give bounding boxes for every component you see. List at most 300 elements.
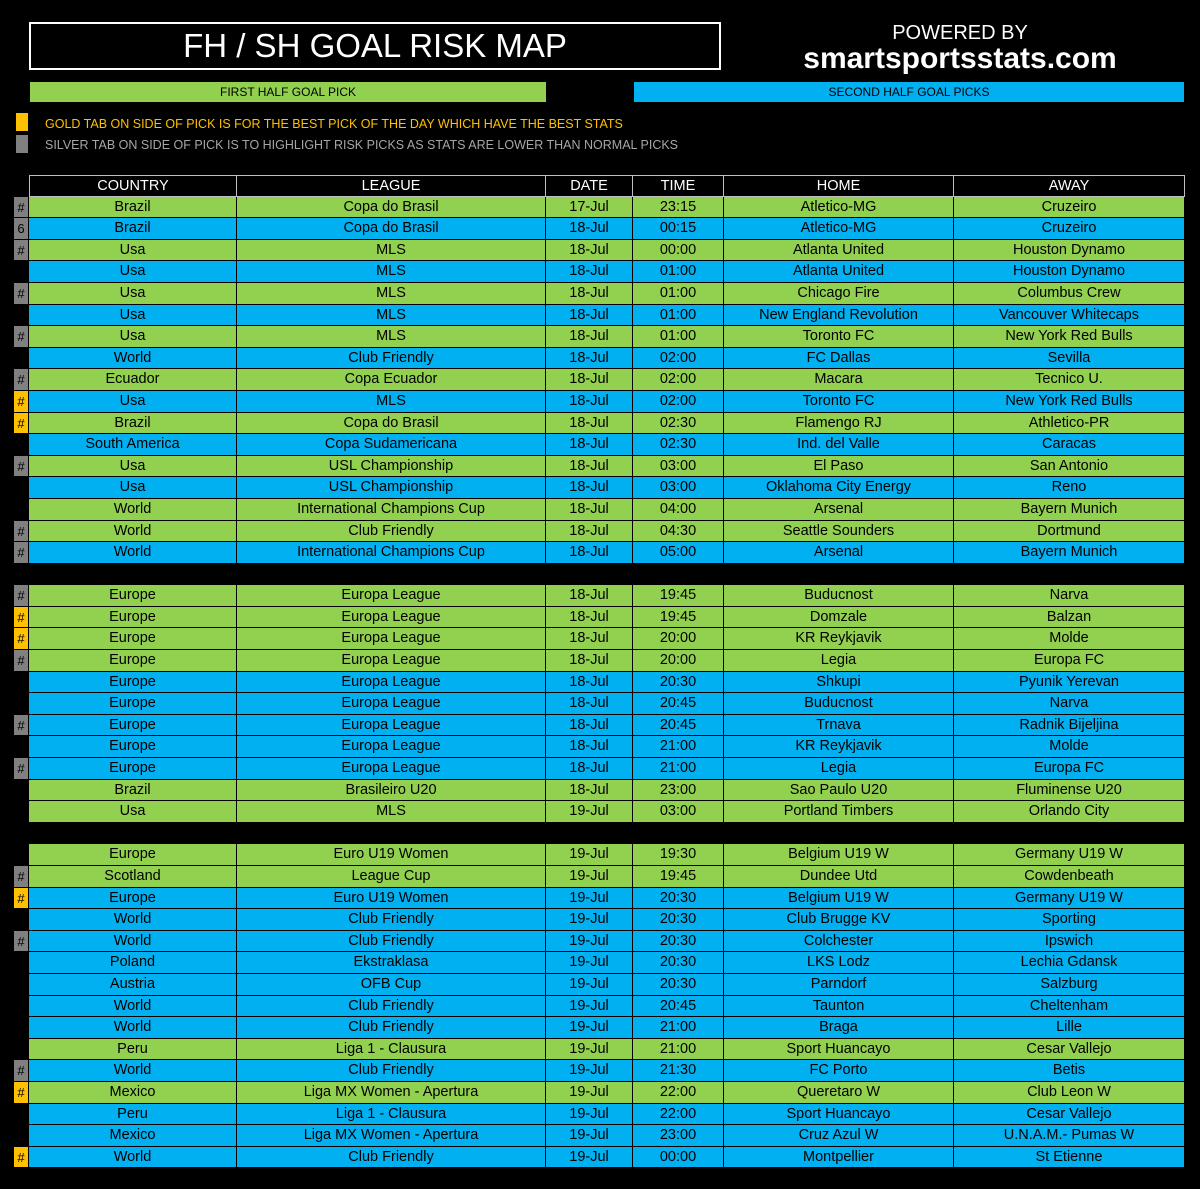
table-row: [14, 931, 1185, 953]
cell-country: Brazil: [29, 197, 237, 219]
pick-tab-empty: [14, 780, 29, 802]
cell-date: 18-Jul: [546, 283, 633, 305]
cell-away: Fluminense U20: [954, 780, 1185, 802]
cell-date: 19-Jul: [546, 801, 633, 823]
cell-away: Germany U19 W: [954, 888, 1185, 910]
cell-away: Narva: [954, 693, 1185, 715]
cell-away: St Etienne: [954, 1147, 1185, 1169]
table-row: [14, 1039, 1185, 1061]
cell-away: Athletico-PR: [954, 413, 1185, 435]
cell-away: Narva: [954, 585, 1185, 607]
cell-away: Cesar Vallejo: [954, 1104, 1185, 1126]
cell-date: 18-Jul: [546, 672, 633, 694]
table-row: [14, 240, 1185, 262]
cell-time: 20:45: [633, 715, 724, 737]
cell-league: MLS: [237, 305, 546, 327]
cell-time: 02:00: [633, 369, 724, 391]
cell-time: 21:30: [633, 1060, 724, 1082]
cell-date: 19-Jul: [546, 952, 633, 974]
cell-home: Macara: [724, 369, 954, 391]
cell-time: 05:00: [633, 542, 724, 564]
cell-away: U.N.A.M.- Pumas W: [954, 1125, 1185, 1147]
pick-tab-empty: [14, 1017, 29, 1039]
cell-home: Taunton: [724, 996, 954, 1018]
cell-home: Atletico-MG: [724, 197, 954, 219]
cell-date: 18-Jul: [546, 607, 633, 629]
cell-date: 19-Jul: [546, 1039, 633, 1061]
cell-home: Parndorf: [724, 974, 954, 996]
cell-home: KR Reykjavik: [724, 736, 954, 758]
cell-league: Liga MX Women - Apertura: [237, 1125, 546, 1147]
cell-league: Europa League: [237, 607, 546, 629]
pick-tab-silver: #: [14, 585, 29, 607]
cell-away: Houston Dynamo: [954, 240, 1185, 262]
cell-league: Europa League: [237, 672, 546, 694]
cell-away: Vancouver Whitecaps: [954, 305, 1185, 327]
cell-home: LKS Lodz: [724, 952, 954, 974]
cell-date: 19-Jul: [546, 1147, 633, 1169]
section-gap: [14, 823, 1185, 845]
cell-league: MLS: [237, 801, 546, 823]
pick-tab-silver: #: [14, 283, 29, 305]
cell-time: 01:00: [633, 326, 724, 348]
cell-time: 19:30: [633, 844, 724, 866]
cell-home: Belgium U19 W: [724, 844, 954, 866]
cell-country: Usa: [29, 391, 237, 413]
cell-time: 04:30: [633, 521, 724, 543]
cell-home: KR Reykjavik: [724, 628, 954, 650]
cell-country: World: [29, 1017, 237, 1039]
cell-country: World: [29, 542, 237, 564]
cell-time: 23:00: [633, 780, 724, 802]
table-row: [14, 1104, 1185, 1126]
pick-tab-silver: #: [14, 521, 29, 543]
pick-tab-gold: #: [14, 1082, 29, 1104]
cell-home: Chicago Fire: [724, 283, 954, 305]
cell-league: Club Friendly: [237, 909, 546, 931]
cell-league: USL Championship: [237, 477, 546, 499]
cell-country: Usa: [29, 477, 237, 499]
table-row: [14, 801, 1185, 823]
cell-date: 18-Jul: [546, 736, 633, 758]
table-row: [14, 456, 1185, 478]
cell-league: Europa League: [237, 693, 546, 715]
table-header-row: [14, 175, 1185, 197]
pick-tab-silver: #: [14, 197, 29, 219]
cell-date: 18-Jul: [546, 218, 633, 240]
cell-country: Mexico: [29, 1082, 237, 1104]
cell-home: Atlanta United: [724, 240, 954, 262]
cell-home: Sao Paulo U20: [724, 780, 954, 802]
cell-league: Club Friendly: [237, 521, 546, 543]
cell-league: Euro U19 Women: [237, 888, 546, 910]
cell-date: 18-Jul: [546, 305, 633, 327]
cell-league: Liga 1 - Clausura: [237, 1104, 546, 1126]
table-row: [14, 650, 1185, 672]
table-row: [14, 305, 1185, 327]
cell-home: FC Porto: [724, 1060, 954, 1082]
cell-country: Austria: [29, 974, 237, 996]
cell-date: 18-Jul: [546, 240, 633, 262]
cell-league: Copa Sudamericana: [237, 434, 546, 456]
cell-away: Houston Dynamo: [954, 261, 1185, 283]
cell-home: Flamengo RJ: [724, 413, 954, 435]
table-row: [14, 1017, 1185, 1039]
cell-time: 00:00: [633, 240, 724, 262]
table-row: [14, 909, 1185, 931]
cell-league: Europa League: [237, 585, 546, 607]
cell-country: Brazil: [29, 413, 237, 435]
table-row: [14, 736, 1185, 758]
cell-home: Toronto FC: [724, 391, 954, 413]
cell-away: Pyunik Yerevan: [954, 672, 1185, 694]
cell-country: Europe: [29, 693, 237, 715]
cell-away: Europa FC: [954, 650, 1185, 672]
cell-time: 21:00: [633, 1017, 724, 1039]
cell-country: Ecuador: [29, 369, 237, 391]
cell-home: Queretaro W: [724, 1082, 954, 1104]
pick-tab-gold: #: [14, 391, 29, 413]
cell-country: World: [29, 1060, 237, 1082]
cell-date: 18-Jul: [546, 758, 633, 780]
cell-league: Copa do Brasil: [237, 413, 546, 435]
cell-country: Usa: [29, 283, 237, 305]
cell-country: Brazil: [29, 780, 237, 802]
cell-time: 04:00: [633, 499, 724, 521]
cell-country: Peru: [29, 1104, 237, 1126]
cell-away: Dortmund: [954, 521, 1185, 543]
pick-tab-empty: [14, 996, 29, 1018]
powered-by-label: POWERED BY: [892, 22, 1028, 44]
cell-country: World: [29, 499, 237, 521]
cell-league: Liga MX Women - Apertura: [237, 1082, 546, 1104]
pick-tab-empty: [14, 736, 29, 758]
table-row: [14, 283, 1185, 305]
cell-date: 19-Jul: [546, 909, 633, 931]
table-row: [14, 499, 1185, 521]
cell-away: San Antonio: [954, 456, 1185, 478]
cell-away: Lechia Gdansk: [954, 952, 1185, 974]
pick-tab-empty: [14, 1039, 29, 1061]
pick-tab-silver: #: [14, 456, 29, 478]
cell-date: 19-Jul: [546, 1082, 633, 1104]
cell-country: Usa: [29, 801, 237, 823]
cell-date: 18-Jul: [546, 780, 633, 802]
cell-date: 18-Jul: [546, 413, 633, 435]
cell-time: 03:00: [633, 456, 724, 478]
table-row: [14, 715, 1185, 737]
cell-home: Atlanta United: [724, 261, 954, 283]
pick-tab-empty: [14, 477, 29, 499]
table-row: [14, 1147, 1185, 1169]
pick-tab-silver: #: [14, 240, 29, 262]
cell-league: MLS: [237, 326, 546, 348]
cell-time: 02:00: [633, 391, 724, 413]
table-row: [14, 780, 1185, 802]
cell-away: Cheltenham: [954, 996, 1185, 1018]
cell-time: 21:00: [633, 758, 724, 780]
table-row: [14, 844, 1185, 866]
pick-tab-empty: [14, 1125, 29, 1147]
cell-home: Shkupi: [724, 672, 954, 694]
cell-away: Molde: [954, 628, 1185, 650]
cell-country: Europe: [29, 607, 237, 629]
cell-league: Club Friendly: [237, 931, 546, 953]
cell-home: Buducnost: [724, 693, 954, 715]
table-row: [14, 434, 1185, 456]
cell-away: Orlando City: [954, 801, 1185, 823]
table-row: [14, 607, 1185, 629]
cell-date: 18-Jul: [546, 628, 633, 650]
cell-league: MLS: [237, 391, 546, 413]
cell-time: 20:30: [633, 888, 724, 910]
cell-home: Ind. del Valle: [724, 434, 954, 456]
cell-time: 03:00: [633, 801, 724, 823]
pick-tab-silver: 6: [14, 218, 29, 240]
cell-date: 18-Jul: [546, 434, 633, 456]
cell-country: Poland: [29, 952, 237, 974]
cell-home: Sport Huancayo: [724, 1104, 954, 1126]
site-name: smartsportsstats.com: [803, 42, 1117, 75]
cell-league: League Cup: [237, 866, 546, 888]
table-row: [14, 1082, 1185, 1104]
cell-date: 18-Jul: [546, 499, 633, 521]
cell-date: 19-Jul: [546, 1017, 633, 1039]
cell-away: Reno: [954, 477, 1185, 499]
cell-home: Colchester: [724, 931, 954, 953]
cell-away: Germany U19 W: [954, 844, 1185, 866]
pick-tab-gold: #: [14, 607, 29, 629]
table-row: [14, 391, 1185, 413]
cell-time: 23:15: [633, 197, 724, 219]
cell-away: Ipswich: [954, 931, 1185, 953]
cell-league: Europa League: [237, 758, 546, 780]
cell-away: Lille: [954, 1017, 1185, 1039]
cell-home: Trnava: [724, 715, 954, 737]
cell-date: 18-Jul: [546, 521, 633, 543]
cell-date: 18-Jul: [546, 261, 633, 283]
pick-tab-silver: #: [14, 866, 29, 888]
silver-tab-swatch: [16, 135, 28, 153]
cell-league: Brasileiro U20: [237, 780, 546, 802]
pick-tab-gold: #: [14, 1147, 29, 1169]
cell-away: Bayern Munich: [954, 499, 1185, 521]
cell-league: OFB Cup: [237, 974, 546, 996]
table-row: [14, 952, 1185, 974]
cell-time: 19:45: [633, 866, 724, 888]
cell-date: 18-Jul: [546, 715, 633, 737]
cell-home: Legia: [724, 758, 954, 780]
cell-time: 00:15: [633, 218, 724, 240]
pick-tab-empty: [14, 693, 29, 715]
pick-tab-gold: #: [14, 888, 29, 910]
cell-home: Cruz Azul W: [724, 1125, 954, 1147]
cell-date: 17-Jul: [546, 197, 633, 219]
cell-away: Molde: [954, 736, 1185, 758]
pick-tab-empty: [14, 1104, 29, 1126]
cell-league: Copa do Brasil: [237, 197, 546, 219]
cell-date: 18-Jul: [546, 369, 633, 391]
cell-home: Arsenal: [724, 499, 954, 521]
table-row: [14, 1060, 1185, 1082]
pick-tab-empty: [14, 672, 29, 694]
legend-first-half: FIRST HALF GOAL PICK: [30, 82, 546, 102]
cell-date: 18-Jul: [546, 693, 633, 715]
table-row: [14, 218, 1185, 240]
column-header-league: LEAGUE: [237, 175, 546, 197]
pick-tab-empty: [14, 305, 29, 327]
pick-tab-silver: #: [14, 931, 29, 953]
cell-date: 18-Jul: [546, 348, 633, 370]
pick-tab-empty: [14, 499, 29, 521]
pick-tab-silver: #: [14, 650, 29, 672]
cell-away: Radnik Bijeljina: [954, 715, 1185, 737]
page-title: FH / SH GOAL RISK MAP: [29, 22, 721, 70]
silver-tab-note: SILVER TAB ON SIDE OF PICK IS TO HIGHLIGHT RISK PICKS AS STATS ARE LOWER THAN NORMAL PICKS: [45, 138, 679, 152]
cell-home: El Paso: [724, 456, 954, 478]
table-row: [14, 197, 1185, 219]
cell-time: 22:00: [633, 1082, 724, 1104]
cell-date: 18-Jul: [546, 650, 633, 672]
cell-away: Europa FC: [954, 758, 1185, 780]
cell-away: New York Red Bulls: [954, 391, 1185, 413]
cell-date: 18-Jul: [546, 326, 633, 348]
pick-tab-silver: #: [14, 758, 29, 780]
cell-country: Europe: [29, 650, 237, 672]
cell-country: Europe: [29, 758, 237, 780]
cell-date: 19-Jul: [546, 974, 633, 996]
pick-tab-silver: #: [14, 542, 29, 564]
cell-away: Club Leon W: [954, 1082, 1185, 1104]
cell-country: World: [29, 521, 237, 543]
cell-date: 19-Jul: [546, 866, 633, 888]
pick-tab-silver: #: [14, 369, 29, 391]
cell-time: 02:00: [633, 348, 724, 370]
cell-time: 22:00: [633, 1104, 724, 1126]
cell-country: World: [29, 931, 237, 953]
column-header-away: AWAY: [954, 175, 1185, 197]
cell-league: MLS: [237, 261, 546, 283]
pick-tab-empty: [14, 952, 29, 974]
cell-date: 18-Jul: [546, 477, 633, 499]
column-header-country: COUNTRY: [29, 175, 237, 197]
cell-date: 19-Jul: [546, 844, 633, 866]
cell-time: 19:45: [633, 607, 724, 629]
cell-country: Usa: [29, 456, 237, 478]
cell-away: Betis: [954, 1060, 1185, 1082]
cell-time: 01:00: [633, 305, 724, 327]
pick-tab-empty: [14, 261, 29, 283]
cell-league: Europa League: [237, 628, 546, 650]
column-header-home: HOME: [724, 175, 954, 197]
cell-country: Europe: [29, 715, 237, 737]
cell-date: 18-Jul: [546, 456, 633, 478]
cell-country: Europe: [29, 888, 237, 910]
pick-tab-gold: #: [14, 628, 29, 650]
cell-league: MLS: [237, 283, 546, 305]
cell-country: World: [29, 909, 237, 931]
table-row: [14, 974, 1185, 996]
cell-home: Atletico-MG: [724, 218, 954, 240]
cell-away: Balzan: [954, 607, 1185, 629]
cell-country: Usa: [29, 305, 237, 327]
cell-league: Europa League: [237, 715, 546, 737]
cell-date: 19-Jul: [546, 931, 633, 953]
picks-table: [14, 175, 1185, 1168]
cell-league: Copa do Brasil: [237, 218, 546, 240]
cell-league: MLS: [237, 240, 546, 262]
cell-home: Braga: [724, 1017, 954, 1039]
cell-country: Usa: [29, 240, 237, 262]
table-row: [14, 1125, 1185, 1147]
pick-tab-empty: [14, 974, 29, 996]
cell-country: Europe: [29, 672, 237, 694]
column-header-date: DATE: [546, 175, 633, 197]
cell-time: 20:30: [633, 974, 724, 996]
cell-time: 02:30: [633, 434, 724, 456]
cell-time: 20:30: [633, 952, 724, 974]
cell-league: International Champions Cup: [237, 499, 546, 521]
cell-country: Brazil: [29, 218, 237, 240]
table-row: [14, 413, 1185, 435]
cell-time: 20:00: [633, 650, 724, 672]
table-row: [14, 348, 1185, 370]
cell-league: Euro U19 Women: [237, 844, 546, 866]
cell-home: FC Dallas: [724, 348, 954, 370]
cell-home: Domzale: [724, 607, 954, 629]
table-row: [14, 758, 1185, 780]
cell-time: 01:00: [633, 283, 724, 305]
cell-country: Peru: [29, 1039, 237, 1061]
table-row: [14, 521, 1185, 543]
gold-tab-swatch: [16, 113, 28, 131]
section-gap: [14, 564, 1185, 586]
pick-tab-empty: [14, 801, 29, 823]
cell-league: USL Championship: [237, 456, 546, 478]
cell-league: Club Friendly: [237, 996, 546, 1018]
pick-tab-empty: [14, 844, 29, 866]
cell-league: Club Friendly: [237, 1060, 546, 1082]
cell-home: Toronto FC: [724, 326, 954, 348]
cell-date: 19-Jul: [546, 888, 633, 910]
cell-home: Sport Huancayo: [724, 1039, 954, 1061]
cell-time: 20:30: [633, 931, 724, 953]
cell-date: 18-Jul: [546, 391, 633, 413]
cell-away: Sporting: [954, 909, 1185, 931]
cell-time: 19:45: [633, 585, 724, 607]
cell-away: Cowdenbeath: [954, 866, 1185, 888]
pick-tab-empty: [14, 909, 29, 931]
cell-time: 20:30: [633, 909, 724, 931]
cell-time: 20:45: [633, 996, 724, 1018]
table-row: [14, 369, 1185, 391]
cell-league: Liga 1 - Clausura: [237, 1039, 546, 1061]
cell-time: 23:00: [633, 1125, 724, 1147]
cell-country: Scotland: [29, 866, 237, 888]
cell-league: International Champions Cup: [237, 542, 546, 564]
cell-country: World: [29, 996, 237, 1018]
cell-league: Club Friendly: [237, 1017, 546, 1039]
cell-home: Dundee Utd: [724, 866, 954, 888]
cell-country: South America: [29, 434, 237, 456]
table-row: [14, 477, 1185, 499]
table-row: [14, 672, 1185, 694]
cell-time: 21:00: [633, 736, 724, 758]
cell-time: 20:00: [633, 628, 724, 650]
cell-home: New England Revolution: [724, 305, 954, 327]
table-row: [14, 888, 1185, 910]
cell-away: Caracas: [954, 434, 1185, 456]
